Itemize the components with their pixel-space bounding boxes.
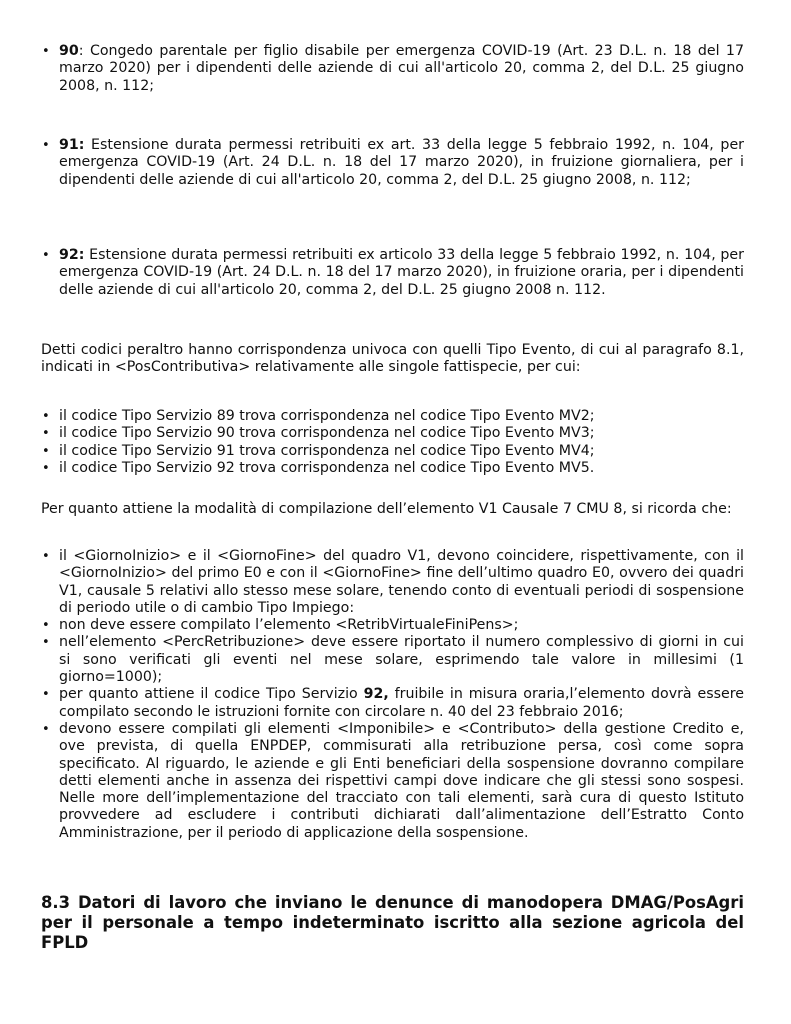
service-code-description: Estensione durata permessi retribuiti ex articolo 33 della legge 5 febbraio 1992, n. 104, per emergenza COVID-19 (Art. 24 D.L. n. 18 del 17 marzo 2020), in fruizione oraria, per i dipendenti delle aziende di cui all'articolo 20, comma 2, del D.L. 25 giugno 2008 n. 112. xyxy=(59,247,744,298)
rule-item: • per quanto attiene il codice Tipo Servizio 92, fruibile in misura oraria,l’elemento dovrà essere compilato secondo le istruzioni fornite con circolare n. 40 del 23 febbraio 2016; xyxy=(59,686,744,721)
compilation-rules-list xyxy=(59,548,744,842)
rule-item: • devono essere compilati gli elementi <Imponibile> e <Contributo> della gestione Credito e, ove prevista, di quella ENPDEP, commisurati alla retribuzione persa, così come sopra specificato. Al riguardo, le aziende e gli Enti beneficiari della sospensione dovranno compilare detti elementi anche in assenza dei rispettivi campi dove indicare che gli stessi sono sospesi. Nelle more dell’implementazione del tracciato con tali elementi, sarà cura di questo Istituto provvedere ad escludere i contributi dichiarati dall’alimentazione dell’Estratto Conto Amministrazione, per il periodo di applicazione della sospensione. xyxy=(59,721,744,842)
service-code-item-91 xyxy=(59,137,744,189)
section-heading: 8.3 Datori di lavoro che inviano le denunce di manodopera DMAG/PosAgri per il personale a tempo indeterminato iscritto alla sezione agricola del FPLD xyxy=(41,893,744,953)
service-code-item-90 xyxy=(59,43,744,95)
service-code: 92: xyxy=(59,247,85,263)
rule-code: 92, xyxy=(363,686,389,703)
correspondence-paragraph: Detti codici peraltro hanno corrispondenza univoca con quelli Tipo Evento, di cui al paragrafo 8.1, indicati in <PosContributiva> relativamente alle singole fattispecie, per cui: xyxy=(41,342,744,376)
service-code-list-92 xyxy=(59,247,744,299)
service-code: 91: xyxy=(59,137,85,153)
service-code-description: Estensione durata permessi retribuiti ex art. 33 della legge 5 febbraio 1992, n. 104, per emergenza COVID-19 (Art. 24 D.L. n. 18 del 17 marzo 2020), in fruizione giornaliera, per i dipendenti delle aziende di cui all'articolo 20, comma 2, del D.L. 25 giugno 2008, n. 112; xyxy=(59,137,744,188)
correspondence-item: • il codice Tipo Servizio 90 trova corrispondenza nel codice Tipo Evento MV3; xyxy=(59,425,744,442)
service-code-sep: : xyxy=(78,43,84,59)
rule-item: • il <GiornoInizio> e il <GiornoFine> del quadro V1, devono coincidere, rispettivamente, con il <GiornoInizio> del primo E0 e con il <GiornoFine> fine dell’ultimo quadro E0, ovvero dei quadri V1, causale 5 relativi allo stesso mese solare, tenendo conto di eventuali periodi di sospensione di periodo utile o di cambio Tipo Impiego: xyxy=(59,548,744,617)
compilation-paragraph: Per quanto attiene la modalità di compilazione dell’elemento V1 Causale 7 CMU 8, si ricorda che: xyxy=(41,501,732,517)
correspondence-item: • il codice Tipo Servizio 92 trova corrispondenza nel codice Tipo Evento MV5. xyxy=(59,460,744,477)
correspondence-item: • il codice Tipo Servizio 91 trova corrispondenza nel codice Tipo Evento MV4; xyxy=(59,443,744,460)
correspondence-item: • il codice Tipo Servizio 89 trova corrispondenza nel codice Tipo Evento MV2; xyxy=(59,408,744,425)
rule-item: • nell’elemento <PercRetribuzione> deve essere riportato il numero complessivo di giorni in cui si sono verificati gli eventi nel mese solare, esprimendo tale valore in millesimi (1 giorno=1000); xyxy=(59,634,744,686)
service-code-list-91 xyxy=(59,137,744,189)
rule-item: • non deve essere compilato l’elemento <RetribVirtualeFiniPens>; xyxy=(59,617,744,634)
service-code-list-90 xyxy=(59,43,744,95)
service-code-item-92 xyxy=(59,247,744,299)
service-code: 90 xyxy=(59,43,79,59)
correspondence-list xyxy=(59,408,744,477)
service-code-description: Congedo parentale per figlio disabile per emergenza COVID-19 (Art. 23 D.L. n. 18 del 17 marzo 2020) per i dipendenti delle aziende di cui all'articolo 20, comma 2, del D.L. 25 giugno 2008, n. 112; xyxy=(59,43,744,94)
